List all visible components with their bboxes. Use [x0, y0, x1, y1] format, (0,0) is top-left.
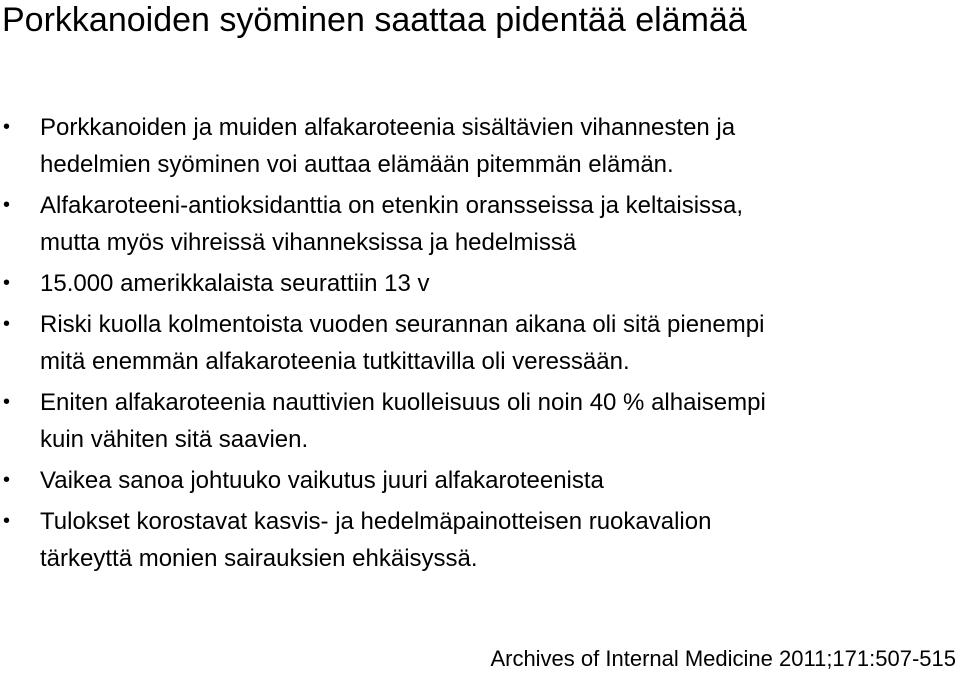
bullet-icon: •: [3, 313, 11, 335]
bullet-item: [0, 265, 958, 302]
bullet-icon: •: [3, 116, 11, 138]
bullet-icon: •: [3, 510, 11, 532]
bullet-item: [0, 187, 958, 261]
bullet-text: Vaikea sanoa johtuuko vaikutus juuri alfakaroteenista: [40, 467, 604, 494]
bullet-item: [0, 384, 958, 458]
bullet-text: Alfakaroteeni-antioksidanttia on etenkin oransseissa ja keltaisissa, mutta myös vihreissä vihanneksissa ja hedelmissä: [40, 192, 744, 256]
bullet-icon: •: [3, 272, 11, 294]
bullet-item: [0, 462, 958, 499]
bullet-icon: •: [3, 194, 11, 216]
bullet-item: [0, 109, 958, 183]
citation: Archives of Internal Medicine 2011;171:507-515: [490, 646, 956, 671]
bullet-icon: •: [3, 391, 11, 413]
bullet-text: Eniten alfakaroteenia nauttivien kuolleisuus oli noin 40 % alhaisempi kuin vähiten sitä saavien.: [40, 389, 766, 453]
bullet-text: 15.000 amerikkalaista seurattiin 13 v: [40, 270, 430, 297]
bullet-list: [0, 109, 958, 581]
bullet-item: [0, 306, 958, 380]
bullet-text: Tulokset korostavat kasvis- ja hedelmäpainotteisen ruokavalion tärkeyttä monien sairauksien ehkäisyssä.: [40, 508, 712, 572]
bullet-icon: •: [3, 469, 11, 491]
bullet-text: Porkkanoiden ja muiden alfakaroteenia sisältävien vihannesten ja hedelmien syöminen voi auttaa elämään pitemmän elämän.: [40, 114, 736, 178]
slide-title: Porkkanoiden syöminen saattaa pidentää elämää: [2, 1, 747, 39]
bullet-text: Riski kuolla kolmentoista vuoden seurannan aikana oli sitä pienempi mitä enemmän alfakaroteenia tutkittavilla oli veressään.: [40, 311, 765, 375]
bullet-item: [0, 503, 958, 577]
